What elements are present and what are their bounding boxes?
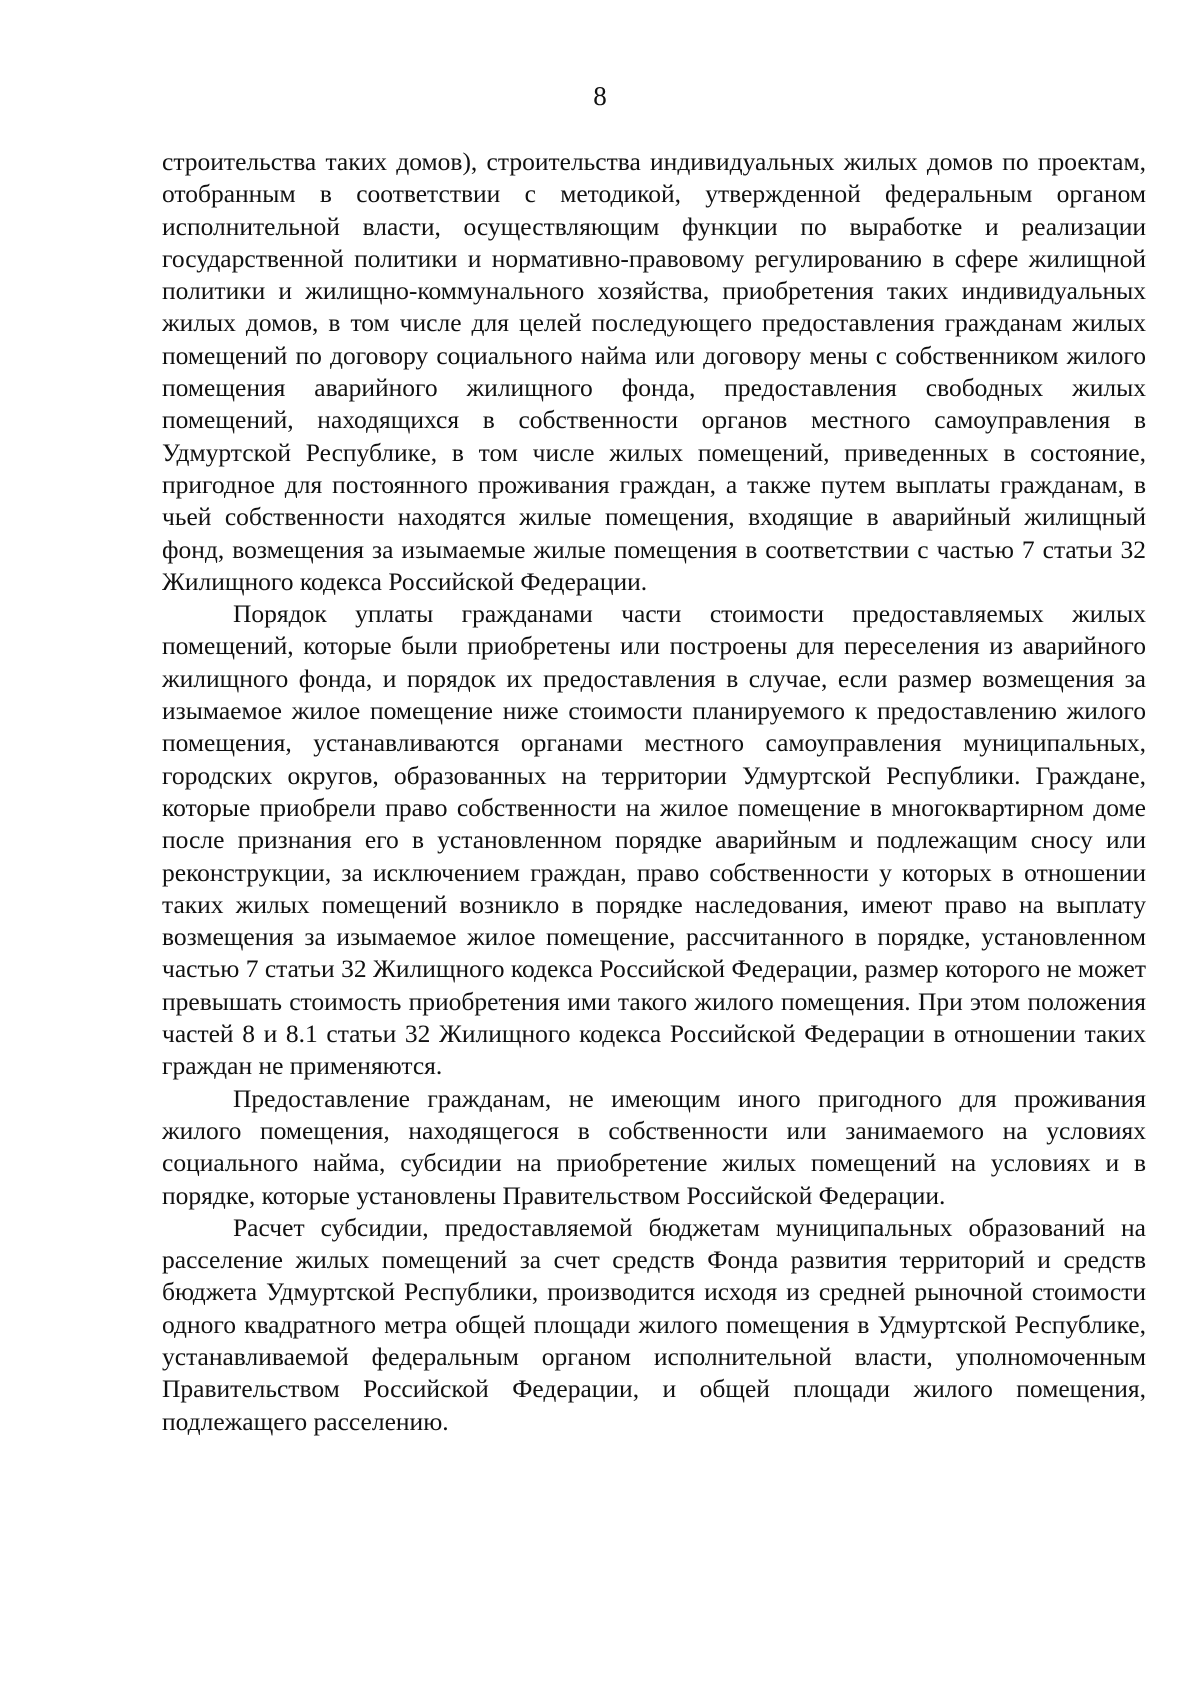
paragraph-payment-procedure: Порядок уплаты гражданами части стоимости предоставляемых жилых помещений, которые были приобретены или построены для переселения из аварийного жилищного фонда, и порядок их предоставления в случае, если размер возмещения за изымаемое жилое помещение ниже стоимости планируемого к предоставлению жилого помещения, устанавливаются органами местного самоуправления муниципальных, городских округов, образованных на территории Удмуртской Республики. Граждане, которые приобрели право собственности на жилое помещение в многоквартирном доме после признания его в установленном порядке аварийным и подлежащим сносу или реконструкции, за исключением граждан, право собственности у которых в отношении таких жилых помещений возникло в порядке наследования, имеют право на выплату возмещения за изымаемое жилое помещение, рассчитанного в порядке, установленном частью 7 статьи 32 Жилищного кодекса Российской Федерации, размер которого не может превышать стоимость приобретения ими такого жилого помещения. При этом положения частей 8 и 8.1 статьи 32 Жилищного кодекса Российской Федерации в отношении таких граждан не применяются. <box>162 599 1146 1081</box>
paragraph-continuation: строительства таких домов), строительства индивидуальных жилых домов по проектам, отобранным в соответствии с методикой, утвержденной федеральным органом исполнительной власти, осуществляющим функции по выработке и реализации государственной политики и нормативно-правовому регулированию в сфере жилищной политики и жилищно-коммунального хозяйства, приобретения таких индивидуальных жилых домов, в том числе для целей последующего предоставления гражданам жилых помещений по договору социального найма или договору мены с собственником жилого помещения аварийного жилищного фонда, предоставления свободных жилых помещений, находящихся в собственности органов местного самоуправления в Удмуртской Республике, в том числе жилых помещений, приведенных в состояние, пригодное для постоянного проживания граждан, а также путем выплаты гражданам, в чьей собственности находятся жилые помещения, входящие в аварийный жилищный фонд, возмещения за изымаемые жилые помещения в соответствии с частью 7 статьи 32 Жилищного кодекса Российской Федерации. <box>162 147 1146 596</box>
paragraph-subsidy-calculation: Расчет субсидии, предоставляемой бюджетам муниципальных образований на расселение жилых помещений за счет средств Фонда развития территорий и средств бюджета Удмуртской Республики, производится исходя из средней рыночной стоимости одного квадратного метра общей площади жилого помещения в Удмуртской Республике, устанавливаемой федеральным органом исполнительной власти, уполномоченным Правительством Российской Федерации, и общей площади жилого помещения, подлежащего расселению. <box>162 1212 1146 1436</box>
document-body <box>162 146 1146 1438</box>
page-number: 8 <box>593 81 607 111</box>
paragraph-subsidy-provision: Предоставление гражданам, не имеющим иного пригодного для проживания жилого помещения, находящегося в собственности или занимаемого на условиях социального найма, субсидии на приобретение жилых помещений на условиях и в порядке, которые установлены Правительством Российской Федерации. <box>162 1083 1146 1210</box>
